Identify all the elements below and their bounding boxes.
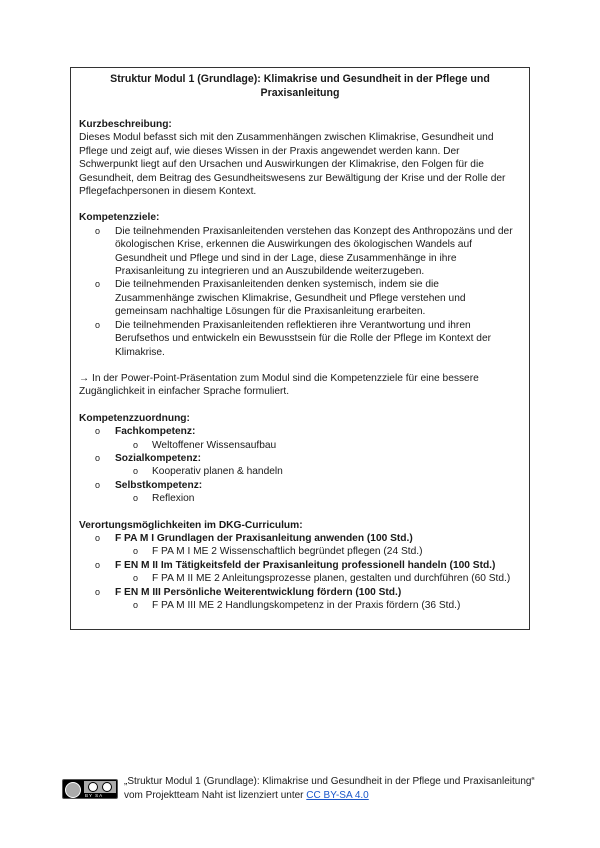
- kompetenzziele-heading: Kompetenzziele:: [79, 212, 160, 224]
- list-item: o Die teilnehmenden Praxisanleitenden denken systemisch, indem sie die Zusammenhänge zwischen Klimakrise, Gesundheit und Pflege verstehen und gemeinsam nachhaltige Lösungen für die Praxisanleitung erarbeiten.: [79, 278, 521, 318]
- item-label: Fachkompetenz:: [115, 426, 196, 438]
- sub-item: o F PA M III ME 2 Handlungskompetenz in der Praxis fördern (36 Std.): [79, 599, 521, 612]
- list-item: [79, 425, 521, 452]
- sub-item: o Kooperativ planen & handeln: [79, 465, 521, 478]
- list-item: [79, 586, 521, 613]
- list-item: [79, 452, 521, 479]
- license-link[interactable]: CC BY-SA 4.0: [306, 790, 369, 801]
- item-label: Selbstkompetenz:: [115, 479, 203, 491]
- list-item: [79, 559, 521, 586]
- document-title: Struktur Modul 1 (Grundlage): Klimakrise und Gesundheit in der Pflege und Praxisanleitung: [110, 73, 490, 99]
- license-symbols-icon: [84, 781, 116, 793]
- list-item: [79, 479, 521, 506]
- verortung-list: [79, 532, 521, 612]
- hint-note: → In der Power-Point-Präsentation zum Modul sind die Kompetenzziele für eine bessere Zugänglichkeit in einfacher Sprache formuliert.: [79, 372, 479, 398]
- license-attribution: „Struktur Modul 1 (Grundlage): Klimakrise und Gesundheit in der Pflege und Praxisanleitung“ vom Projektteam Naht ist lizenziert unter: [124, 776, 535, 801]
- item-label: Sozialkompetenz:: [115, 452, 202, 464]
- cc-logo-icon: [65, 782, 81, 798]
- list-item: [79, 532, 521, 559]
- verortung-heading: Verortungsmöglichkeiten im DKG-Curriculum:: [79, 519, 303, 531]
- kurzbeschreibung-heading: Kurzbeschreibung:: [79, 119, 172, 130]
- sub-item: o F PA M II ME 2 Anleitungsprozesse planen, gestalten und durchführen (60 Std.): [79, 572, 521, 585]
- kurzbeschreibung-text: Dieses Modul befasst sich mit den Zusammenhängen zwischen Klimakrise, Gesundheit und Pflege und zeigt auf, wie dieses Wissen in der Praxis angewendet werden kann. Der Schwerpunkt liegt auf den Ursachen und Auswirkungen der Klimakrise, den Folgen für die Gesundheit, dem Beitrag des Gesundheitswesens zur Bewältigung der Krise und der Rolle der Pflegefachpersonen in diesem Kontext.: [79, 132, 506, 198]
- sub-item: o Weltoffener Wissensaufbau: [79, 439, 521, 452]
- by-person-icon: [88, 782, 98, 792]
- cc-by-sa-icon: [62, 779, 118, 799]
- sub-item: o F PA M I ME 2 Wissenschaftlich begründet pflegen (24 Std.): [79, 545, 521, 558]
- kompetenzzuordnung-list: [79, 425, 521, 505]
- module-structure-box: [70, 67, 530, 630]
- sa-share-icon: [102, 782, 112, 792]
- kompetenzziele-list: [79, 225, 521, 359]
- sub-item: o Reflexion: [79, 492, 521, 505]
- list-item: o Die teilnehmenden Praxisanleitenden verstehen das Konzept des Anthropozäns und der ökologischen Krise, erkennen die Auswirkungen des ökologischen Wandels auf Gesundheit und Pflege und sind in der Lage, diese Zusammenhänge in ihre Praxisanleitung zu integrieren und an Auszubildende weiterzugeben.: [79, 225, 521, 279]
- item-label: F EN M III Persönliche Weiterentwicklung fördern (100 Std.): [115, 586, 402, 598]
- item-label: F EN M II Im Tätigkeitsfeld der Praxisanleitung professionell handeln (100 Std.): [115, 559, 496, 571]
- license-footer: [62, 775, 542, 815]
- item-label: F PA M I Grundlagen der Praxisanleitung anwenden (100 Std.): [115, 532, 413, 544]
- license-text: [124, 775, 544, 803]
- kompetenzzuordnung-heading: Kompetenzzuordnung:: [79, 412, 190, 424]
- list-item: o Die teilnehmenden Praxisanleitenden reflektieren ihre Verantwortung und ihren Berufsethos und entwickeln ein Bewusstsein für die Rolle der Pflege im Kontext der Klimakrise.: [79, 319, 521, 359]
- cc-badge-text: BY SA: [85, 793, 104, 798]
